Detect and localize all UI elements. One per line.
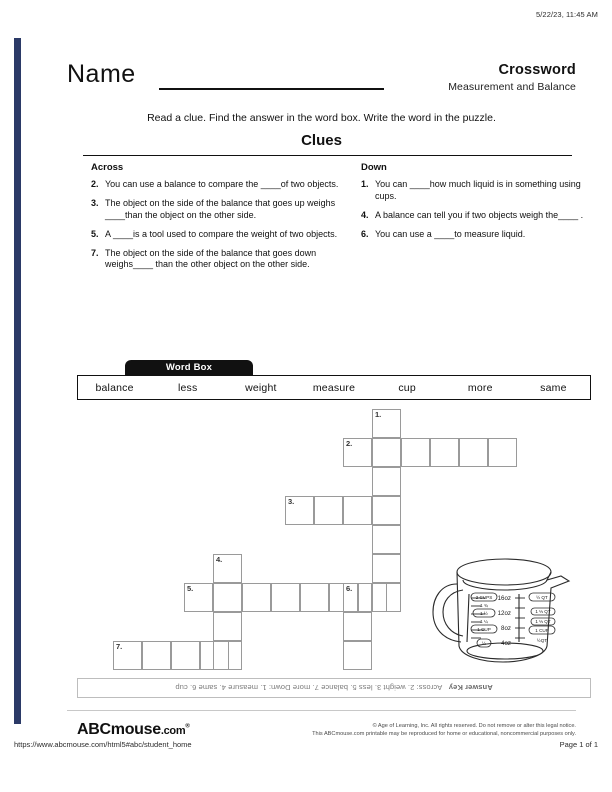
answer-key-answers: Across: 2. weight 3. less 5. balance 7. more Down: 1. measure 4. same 6. cup	[175, 683, 443, 693]
crossword-cell[interactable]	[372, 467, 401, 496]
crossword-cell[interactable]	[459, 438, 488, 467]
svg-text:1 CUP: 1 CUP	[535, 628, 549, 633]
clue-across-5	[91, 229, 341, 241]
svg-text:1 CUP: 1 CUP	[477, 627, 491, 632]
clue-number: 6.	[361, 228, 369, 239]
clue-text: You can ____how much liquid is in something using cups.	[375, 179, 581, 201]
svg-text:1 ¾: 1 ¾	[480, 603, 488, 608]
down-clues-column	[361, 162, 591, 248]
across-clues-column	[91, 162, 341, 279]
clue-text: You can use a ____to measure liquid.	[375, 228, 526, 239]
directions-text: Read a clue. Find the answer in the word box. Write the word in the puzzle.	[147, 112, 496, 124]
print-page-number: Page 1 of 1	[559, 740, 598, 749]
crossword-cell[interactable]	[401, 438, 430, 467]
crossword-cell-number: 3.	[288, 497, 295, 506]
clue-number: 2.	[91, 179, 99, 189]
crossword-cell[interactable]	[213, 641, 242, 670]
clue-number: 3.	[91, 198, 99, 209]
svg-text:1 ⅓ QT: 1 ⅓ QT	[535, 619, 551, 624]
crossword-cell[interactable]	[343, 641, 372, 670]
clue-down-1	[361, 179, 591, 202]
crossword-cell[interactable]	[113, 641, 142, 670]
word-box-tab: Word Box	[125, 360, 253, 375]
svg-text:½ QT: ½ QT	[536, 595, 548, 600]
clue-across-3	[91, 198, 341, 221]
measuring-cup-icon	[419, 550, 579, 670]
svg-text:4oz: 4oz	[501, 640, 511, 647]
clue-number: 5.	[91, 228, 99, 239]
across-label: Across	[91, 162, 124, 173]
clue-number: 4.	[361, 209, 369, 220]
crossword-cell[interactable]	[343, 496, 372, 525]
name-label: Name	[67, 60, 136, 88]
word-box-word: more	[467, 381, 493, 394]
crossword-cell[interactable]	[372, 583, 401, 612]
abcmouse-logo	[77, 721, 189, 739]
crossword-cell-number: 6.	[346, 584, 353, 593]
page-title: Crossword	[498, 62, 576, 78]
crossword-cell[interactable]	[242, 583, 271, 612]
crossword-cell[interactable]	[343, 583, 372, 612]
legal-notice	[216, 722, 576, 738]
crossword-cell[interactable]	[213, 554, 242, 583]
crossword-cell[interactable]	[200, 641, 229, 670]
crossword-cell[interactable]	[142, 641, 171, 670]
clue-text: The object on the side of the balance that goes up weighs ____than the object on the other side.	[105, 198, 336, 220]
clue-across-2	[91, 179, 341, 191]
worksheet-sheet	[14, 38, 598, 738]
clues-heading: Clues	[301, 132, 342, 149]
crossword-cell[interactable]	[184, 583, 213, 612]
name-write-line[interactable]	[159, 88, 384, 90]
crossword-cell-number: 4.	[216, 555, 223, 564]
svg-text:½: ½	[482, 641, 486, 646]
print-date: 5/22/23, 11:45 AM	[535, 10, 598, 19]
clues-divider	[83, 155, 572, 156]
svg-text:1 ½: 1 ½	[480, 611, 488, 616]
crossword-cell[interactable]	[372, 409, 401, 438]
answer-key-text	[175, 684, 492, 693]
logo-registered-mark: ®	[185, 723, 190, 730]
crossword-cell-number: 7.	[116, 642, 123, 651]
svg-text:12oz: 12oz	[497, 610, 511, 617]
logo-dot-com: .com	[160, 725, 186, 737]
crossword-cell[interactable]	[314, 496, 343, 525]
title-block	[448, 62, 576, 93]
word-box-word: weight	[245, 381, 277, 394]
crossword-cell[interactable]	[358, 583, 387, 612]
svg-text:8oz: 8oz	[501, 625, 511, 632]
svg-text:16oz: 16oz	[497, 595, 511, 602]
crossword-cell[interactable]	[372, 438, 401, 467]
clue-down-4	[361, 210, 591, 222]
crossword-cell-number: 1.	[375, 410, 382, 419]
crossword-cell[interactable]	[171, 641, 200, 670]
clue-text: You can use a balance to compare the ____of two objects.	[105, 179, 339, 189]
worksheet-header	[67, 60, 576, 112]
logo-mouse: mouse	[110, 721, 161, 738]
clue-text: The object on the side of the balance that goes down weighs____ than the other object on the other side.	[105, 247, 317, 270]
crossword-cell[interactable]	[329, 583, 358, 612]
crossword-cell[interactable]	[271, 583, 300, 612]
crossword-cell[interactable]	[343, 612, 372, 641]
word-box-word: cup	[398, 381, 416, 394]
svg-text:1 ¼: 1 ¼	[480, 619, 488, 624]
answer-key-box	[77, 678, 591, 698]
crossword-cell[interactable]	[213, 583, 242, 612]
print-source-url: https://www.abcmouse.com/html5#abc/student_home	[14, 740, 192, 749]
logo-abc: ABC	[77, 721, 111, 738]
svg-text:1 ⅓ QT: 1 ⅓ QT	[535, 609, 551, 614]
crossword-cell[interactable]	[372, 554, 401, 583]
word-box-word: same	[540, 381, 567, 394]
clue-number: 1.	[361, 179, 369, 189]
clue-across-7	[91, 248, 341, 271]
legal-line-1: © Age of Learning, Inc. All rights reserved. Do not remove or alter this legal notice.	[372, 723, 576, 729]
crossword-cell[interactable]	[300, 583, 329, 612]
answer-key-label: Answer Key	[448, 683, 493, 693]
crossword-cell-number: 5.	[187, 584, 194, 593]
word-box-word: less	[177, 381, 198, 394]
word-box-word: balance	[95, 381, 134, 394]
svg-text:2 CUPS: 2 CUPS	[475, 595, 493, 600]
crossword-cell-number: 2.	[346, 439, 353, 448]
crossword-cell[interactable]	[430, 438, 459, 467]
clue-down-6	[361, 229, 591, 241]
word-box-word: measure	[312, 381, 356, 394]
crossword-cell[interactable]	[213, 612, 242, 641]
svg-text:½QT: ½QT	[536, 638, 548, 643]
page-subtitle: Measurement and Balance	[448, 81, 576, 93]
crossword-cell[interactable]	[343, 438, 372, 467]
clue-number: 7.	[91, 247, 99, 258]
crossword-cell[interactable]	[372, 496, 401, 525]
crossword-cell[interactable]	[372, 525, 401, 554]
footer-divider	[67, 710, 576, 711]
down-label: Down	[361, 162, 387, 173]
word-box	[77, 375, 591, 400]
legal-line-2: This ABCmouse.com printable may be reproduced for home or educational, noncommercial purposes only.	[312, 731, 576, 737]
clue-text: A balance can tell you if two objects weigh the____ .	[375, 209, 584, 220]
crossword-cell[interactable]	[488, 438, 517, 467]
crossword-cell[interactable]	[285, 496, 314, 525]
clue-text: A ____is a tool used to compare the weight of two objects.	[105, 228, 338, 239]
